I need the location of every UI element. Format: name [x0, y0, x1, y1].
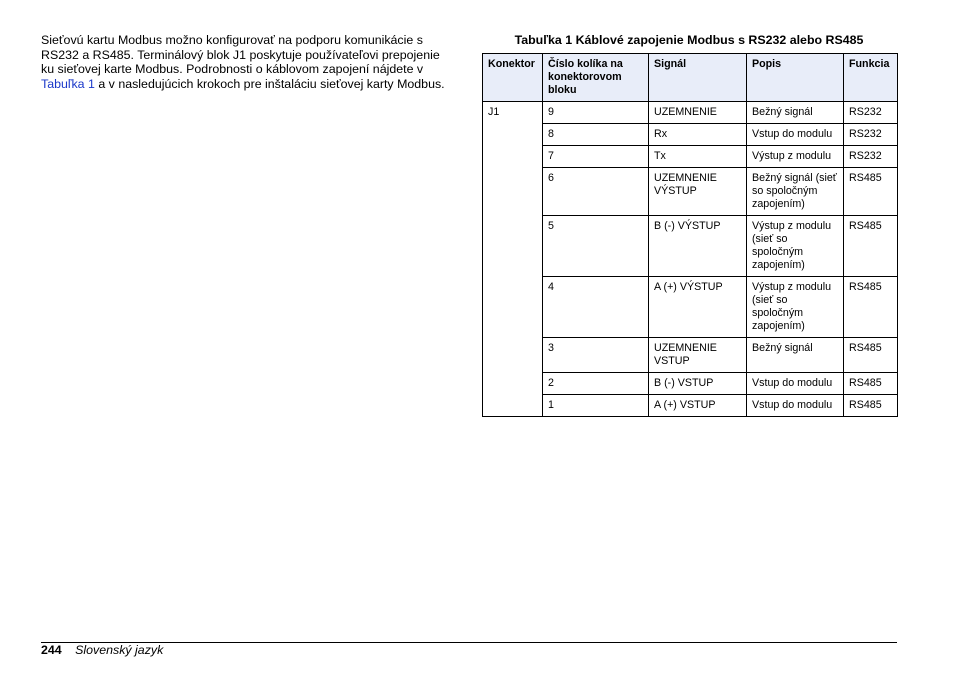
table-row: [483, 395, 898, 417]
table-row: [483, 168, 898, 216]
description-cell: Výstup z modulu: [747, 146, 844, 168]
description-cell: Bežný signál: [747, 102, 844, 124]
pin-cell: 1: [543, 395, 649, 417]
table-row: [483, 216, 898, 277]
pin-cell: 2: [543, 373, 649, 395]
pin-cell: 3: [543, 338, 649, 373]
function-cell: RS232: [844, 124, 898, 146]
description-cell: Bežný signál: [747, 338, 844, 373]
header-connector: Konektor: [483, 54, 543, 102]
intro-text-before: Sieťovú kartu Modbus možno konfigurovať na podporu komunikácie s RS232 a RS485. Terminálový blok J1 poskytuje používateľovi prepojenie ku sieťovej karte Modbus. Podrobnosti o káblovom zapojení nájdete v: [41, 33, 440, 77]
connector-cell: J1: [483, 102, 543, 417]
page-footer: [41, 643, 163, 657]
table-row: [483, 146, 898, 168]
table-body: [483, 102, 898, 417]
footer-language: Slovenský jazyk: [75, 643, 164, 657]
signal-cell: Rx: [649, 124, 747, 146]
function-cell: RS485: [844, 277, 898, 338]
table-header-row: [483, 54, 898, 102]
signal-cell: B (-) VÝSTUP: [649, 216, 747, 277]
pin-cell: 6: [543, 168, 649, 216]
header-pin-number: Číslo kolíka na konektorovom bloku: [543, 54, 649, 102]
intro-paragraph: [41, 33, 451, 92]
table-row: [483, 102, 898, 124]
header-description: Popis: [747, 54, 844, 102]
signal-cell: Tx: [649, 146, 747, 168]
header-signal: Signál: [649, 54, 747, 102]
signal-cell: UZEMNENIE VSTUP: [649, 338, 747, 373]
function-cell: RS232: [844, 146, 898, 168]
signal-cell: A (+) VÝSTUP: [649, 277, 747, 338]
table-row: [483, 124, 898, 146]
page-number: 244: [41, 643, 62, 657]
table-row: [483, 338, 898, 373]
footer-divider: [41, 642, 897, 643]
pin-cell: 8: [543, 124, 649, 146]
function-cell: RS485: [844, 168, 898, 216]
description-cell: Vstup do modulu: [747, 395, 844, 417]
function-cell: RS485: [844, 216, 898, 277]
pin-cell: 4: [543, 277, 649, 338]
description-cell: Výstup z modulu (sieť so spoločným zapojením): [747, 216, 844, 277]
wiring-table: [482, 53, 898, 417]
description-cell: Vstup do modulu: [747, 124, 844, 146]
intro-text-after: a v nasledujúcich krokoch pre inštaláciu sieťovej karty Modbus.: [94, 77, 445, 92]
signal-cell: UZEMNENIE VÝSTUP: [649, 168, 747, 216]
signal-cell: B (-) VSTUP: [649, 373, 747, 395]
pin-cell: 7: [543, 146, 649, 168]
function-cell: RS485: [844, 338, 898, 373]
signal-cell: A (+) VSTUP: [649, 395, 747, 417]
description-cell: Výstup z modulu (sieť so spoločným zapojením): [747, 277, 844, 338]
pin-cell: 5: [543, 216, 649, 277]
header-function: Funkcia: [844, 54, 898, 102]
function-cell: RS485: [844, 373, 898, 395]
table-row: [483, 277, 898, 338]
table-1-link[interactable]: Tabuľka 1: [41, 77, 95, 92]
table-row: [483, 373, 898, 395]
description-cell: Bežný signál (sieť so spoločným zapojením): [747, 168, 844, 216]
signal-cell: UZEMNENIE: [649, 102, 747, 124]
table-caption: Tabuľka 1 Káblové zapojenie Modbus s RS232 alebo RS485: [514, 33, 864, 47]
function-cell: RS232: [844, 102, 898, 124]
function-cell: RS485: [844, 395, 898, 417]
description-cell: Vstup do modulu: [747, 373, 844, 395]
pin-cell: 9: [543, 102, 649, 124]
